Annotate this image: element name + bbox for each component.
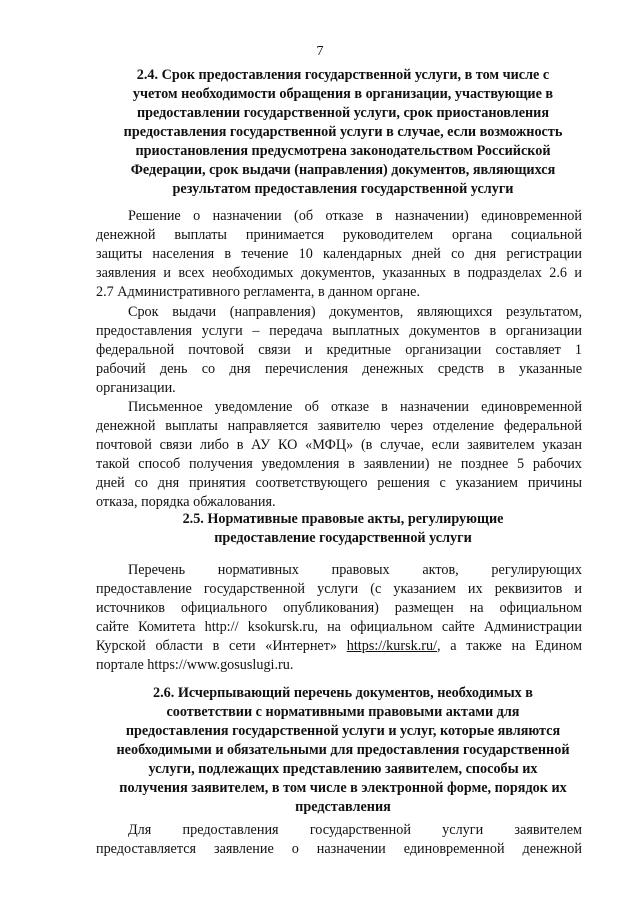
heading-line: предоставления государственной услуги в случае, если возможность: [123, 124, 563, 140]
heading-line: 2.5. Нормативные правовые акты, регулирующие: [182, 511, 504, 527]
heading-line: Федерации, срок выдачи (направления) документов, являющихся: [130, 162, 556, 178]
text-line: Срок выдачи (направления) документов, являющихся результатом,: [128, 304, 582, 320]
text-line: защиты населения в течение 10 календарных дней со дня регистрации: [96, 246, 582, 263]
heading-line: соответствии с нормативными правовыми актами для: [166, 704, 520, 720]
text-line: источников официального опубликования) размещен на официальном: [96, 600, 582, 617]
section-2-4-paragraph-decision: [96, 207, 582, 302]
text-line: почтовой связи либо в АУ КО «МФЦ» (в случае, если заявителем указан: [96, 437, 582, 454]
heading-line: предоставления государственной услуги и услуг, которые являются: [125, 723, 561, 739]
text-line: 2.7 Административного регламента, в данном органе.: [96, 284, 421, 301]
text-line: отказа, порядка обжалования.: [96, 494, 276, 511]
text-line: такой способ получения уведомления в заявлении) не позднее 5 рабочих: [96, 456, 582, 473]
text-fragment: Курской области в сети «Интернет»: [96, 638, 347, 655]
section-2-4-paragraph-notice: [96, 398, 582, 513]
text-line: сайте Комитета http:// ksokursk.ru, на официальном сайте Администрации: [96, 619, 582, 636]
section-2-4-paragraph-term: [96, 303, 582, 398]
text-line: федеральной почтовой связи и кредитные организации составляет 1: [96, 342, 582, 359]
section-2-6-heading: [96, 684, 590, 817]
text-line: дней со дня принятия соответствующего решения с указанием причины: [96, 475, 582, 492]
text-line: денежной выплаты направляется заявителю через отделение федеральной: [96, 418, 582, 435]
text-line: предоставления услуги – передача выплатных документов в организации: [96, 323, 582, 340]
text-line: организации.: [96, 380, 176, 397]
heading-line: представления: [295, 799, 391, 815]
page-number: 7: [316, 44, 324, 59]
section-2-5-paragraph: [96, 561, 582, 676]
text-fragment: , а также на Едином: [437, 638, 582, 655]
text-line: рабочий день со дня перечисления денежных средств в указанные: [96, 361, 582, 378]
text-line: Перечень нормативных правовых актов, регулирующих: [128, 562, 582, 578]
section-2-4-heading: [96, 66, 590, 199]
text-line: Для предоставления государственной услуги заявителем: [128, 822, 582, 838]
heading-line: необходимыми и обязательными для предоставления государственной: [116, 742, 570, 758]
heading-line: услуги, подлежащих представлению заявителем, способы их: [148, 761, 538, 777]
heading-line: предоставление государственной услуги: [214, 530, 472, 546]
section-2-6-paragraph: [96, 821, 582, 859]
text-line: заявления и всех необходимых документов, указанных в подразделах 2.6 и: [96, 265, 582, 282]
heading-line: предоставлении государственной услуги, срок приостановления: [136, 105, 550, 121]
section-2-5-heading: [96, 510, 590, 548]
kursk-ru-link[interactable]: https://kursk.ru/: [346, 638, 438, 655]
text-line: Письменное уведомление об отказе в назначении единовременной: [128, 399, 582, 415]
text-line: портале https://www.gosuslugi.ru.: [96, 657, 294, 674]
heading-line: приостановления предусмотрена законодательством Российской: [135, 143, 551, 159]
text-line: предоставляется заявление о назначении единовременной денежной: [96, 841, 582, 858]
text-line: предоставление государственной услуги (с указанием их реквизитов и: [96, 581, 582, 598]
heading-line: 2.6. Исчерпывающий перечень документов, необходимых в: [153, 685, 533, 701]
text-line: Решение о назначении (об отказе в назначении) единовременной: [128, 208, 582, 224]
heading-line: получения заявителем, в том числе в электронной форме, порядок их: [119, 780, 567, 796]
heading-line: 2.4. Срок предоставления государственной услуги, в том числе с: [136, 67, 550, 83]
text-line: денежной выплаты принимается руководителем органа социальной: [96, 227, 582, 244]
heading-line: учетом необходимости обращения в организации, участвующие в: [132, 86, 554, 102]
heading-line: результатом предоставления государственной услуги: [172, 181, 514, 197]
text-line-with-link: [96, 637, 582, 656]
